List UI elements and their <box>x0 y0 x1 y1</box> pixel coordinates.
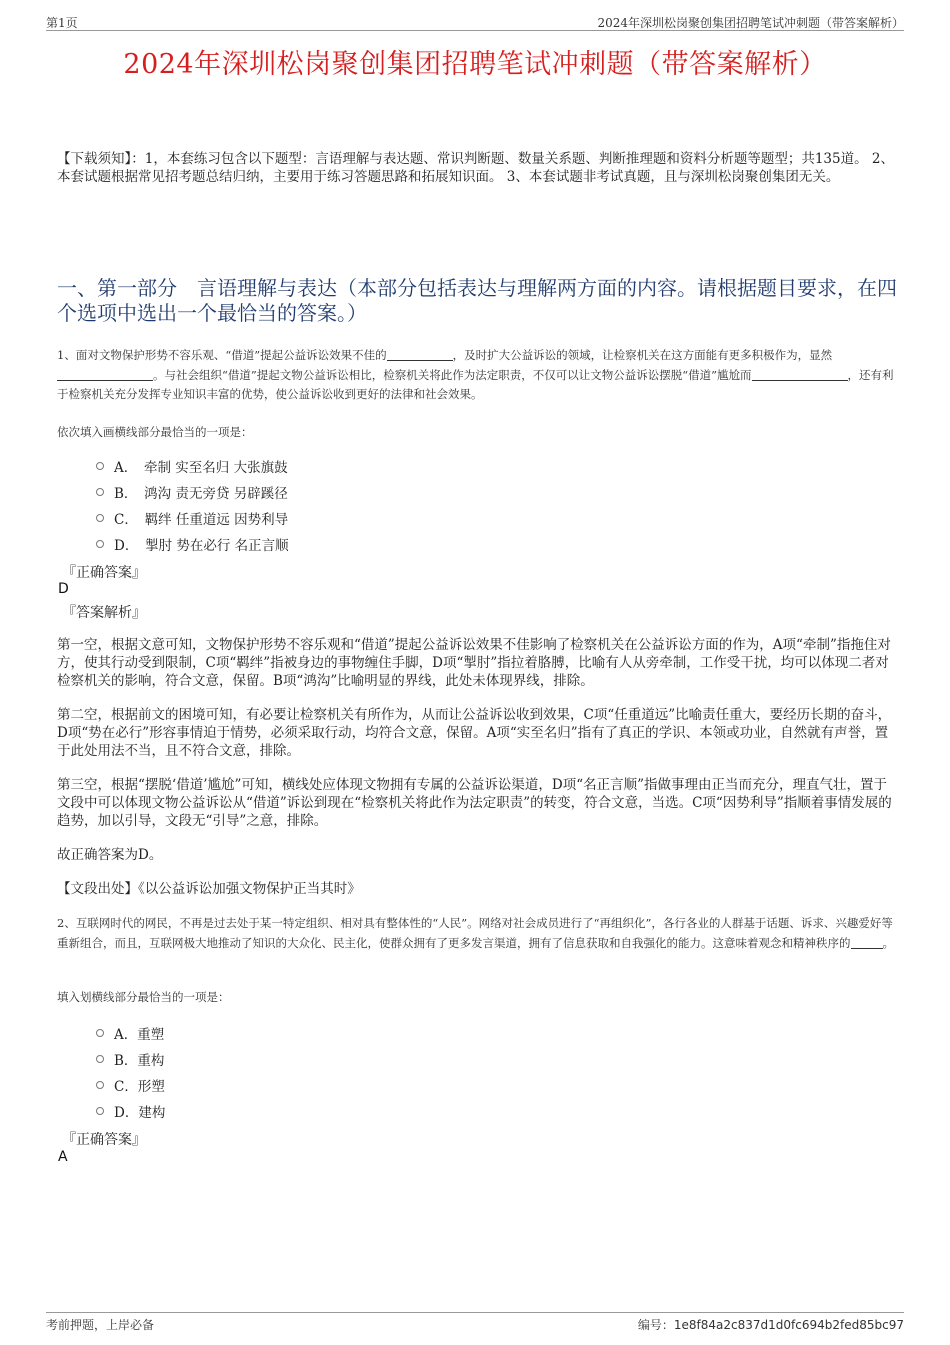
radio-icon[interactable] <box>96 540 104 548</box>
question-1-stem: 1、面对文物保护形势不容乐观、“借道”提起公益诉讼效果不佳的 ，及时扩大公益诉讼的领域，让检察机关在这方面能有更多积极作为，显然。与社会组织“借道”提起文物公益诉讼相比，检察机关将此作为法定职责，不仅可以让文物公益诉讼摆脱“借道”尴尬而 ，还有利于检察机关充分发挥专业知识丰富的优势，使公益诉讼收到更好的法律和社会效果。 <box>57 348 894 401</box>
radio-icon[interactable] <box>96 462 104 470</box>
q2-answer: A <box>58 1149 68 1165</box>
q1-option-d[interactable]: D． 掣肘 势在必行 名正言顺 <box>96 534 289 554</box>
blank-2 <box>57 367 153 381</box>
q1-analysis-conclusion: 故正确答案为D。 <box>57 847 163 863</box>
radio-icon[interactable] <box>96 514 104 522</box>
radio-icon[interactable] <box>96 488 104 496</box>
q1-analysis-paragraph: 第二空，根据前文的困境可知，有必要让检察机关有所作为，从而让公益诉讼收到效果，C项“任重道远”比喻责任重大，要经历长期的奋斗，D项“势在必行”形容事情迫于情势，必须采取行动，均符合文意，保留。A项“实至名归”指有了真正的学识、本领或功业，自然就有声誉，置于此处用法不当，且不符合文意，排除。 <box>57 707 892 759</box>
radio-icon[interactable] <box>96 1029 104 1037</box>
document-title: 2024年深圳松岗聚创集团招聘笔试冲刺题（带答案解析） <box>123 49 827 80</box>
blank-1 <box>851 935 883 949</box>
q2-option-c[interactable]: C．形塑 <box>96 1075 165 1095</box>
q2-option-a[interactable]: A．重塑 <box>96 1023 164 1043</box>
q1-answer-label: 『正确答案』 <box>62 565 146 581</box>
q1-option-c[interactable]: C． 羁绊 任重道远 因势利导 <box>96 508 288 528</box>
q1-analysis-paragraph: 第一空，根据文意可知，文物保护形势不容乐观和“借道”提起公益诉讼效果不佳影响了检察机关在公益诉讼方面的作为，A项“牵制”指拖住对方，使其行动受到限制，C项“羁绊”指被身边的事物缠住手脚，D项“掣肘”指拉着胳膊，比喻有人从旁牵制，工作受干扰，均可以体现二者对检察机关的影响，符合文意，保留。B项“鸿沟”比喻明显的界线，此处未体现界线，排除。 <box>57 637 891 689</box>
question-2-stem: 2、互联网时代的网民，不再是过去处于某一特定组织、相对具有整体性的“人民”。网络对社会成员进行了“再组织化”，各行各业的人群基于话题、诉求、兴趣爱好等重新组合，而且，互联网极大地推动了知识的大众化、民主化，使群众拥有了更多发言渠道，拥有了信息获取和自我强化的能力。这意味着观念和精神秩序的 。 <box>57 916 894 950</box>
footer-slogan: 考前押题，上岸必备 <box>46 1318 155 1332</box>
radio-icon[interactable] <box>96 1107 104 1115</box>
q1-analysis-label: 『答案解析』 <box>62 605 146 621</box>
blank-1 <box>387 347 453 361</box>
header-doc-title: 2024年深圳松岗聚创集团招聘笔试冲刺题（带答案解析） <box>597 16 904 30</box>
question-1-prompt: 依次填入画横线部分最恰当的一项是： <box>57 425 253 439</box>
radio-icon[interactable] <box>96 1055 104 1063</box>
page-header <box>46 10 904 31</box>
q1-option-b[interactable]: B． 鸿沟 责无旁贷 另辟蹊径 <box>96 482 288 502</box>
page-footer <box>46 1312 904 1333</box>
q1-analysis-paragraph: 第三空，根据“摆脱‘借道’尴尬”可知，横线处应体现文物拥有专属的公益诉讼渠道，D项“名正言顺”指做事理由正当而充分，理直气壮，置于文段中可以体现文物公益诉讼从“借道”诉讼到现在“检察机关将此作为法定职责”的转变，符合文意，当选。C项“因势利导”指顺着事情发展的趋势，加以引导，文段无“引导”之意，排除。 <box>57 777 892 829</box>
page-number: 第1页 <box>46 16 78 30</box>
q2-answer-label: 『正确答案』 <box>62 1132 146 1148</box>
blank-3 <box>752 367 848 381</box>
q2-option-d[interactable]: D．建构 <box>96 1101 165 1121</box>
q1-answer: D <box>58 581 69 597</box>
q1-source: 【文段出处】《以公益诉讼加强文物保护正当其时》 <box>57 881 361 897</box>
q2-option-b[interactable]: B．重构 <box>96 1049 164 1069</box>
question-2-prompt: 填入划横线部分最恰当的一项是： <box>57 990 230 1004</box>
section-title: 一、第一部分 言语理解与表达（本部分包括表达与理解两方面的内容。请根据题目要求，在四个选项中选出一个最恰当的答案。） <box>57 276 897 325</box>
footer-doc-id: 编号：1e8f84a2c837d1d0fc694b2fed85bc97 <box>637 1318 904 1332</box>
radio-icon[interactable] <box>96 1081 104 1089</box>
download-notice: 【下载须知】：1，本套练习包含以下题型：言语理解与表达题、常识判断题、数量关系题、判断推理题和资料分析题等题型；共135道。 2、本套试题根据常见招考题总结归纳，主要用于练习答题思路和拓展知识面。 3、本套试题非考试真题，且与深圳松岗聚创集团无关。 <box>57 151 894 185</box>
q1-option-a[interactable]: A． 牵制 实至名归 大张旗鼓 <box>96 456 288 476</box>
